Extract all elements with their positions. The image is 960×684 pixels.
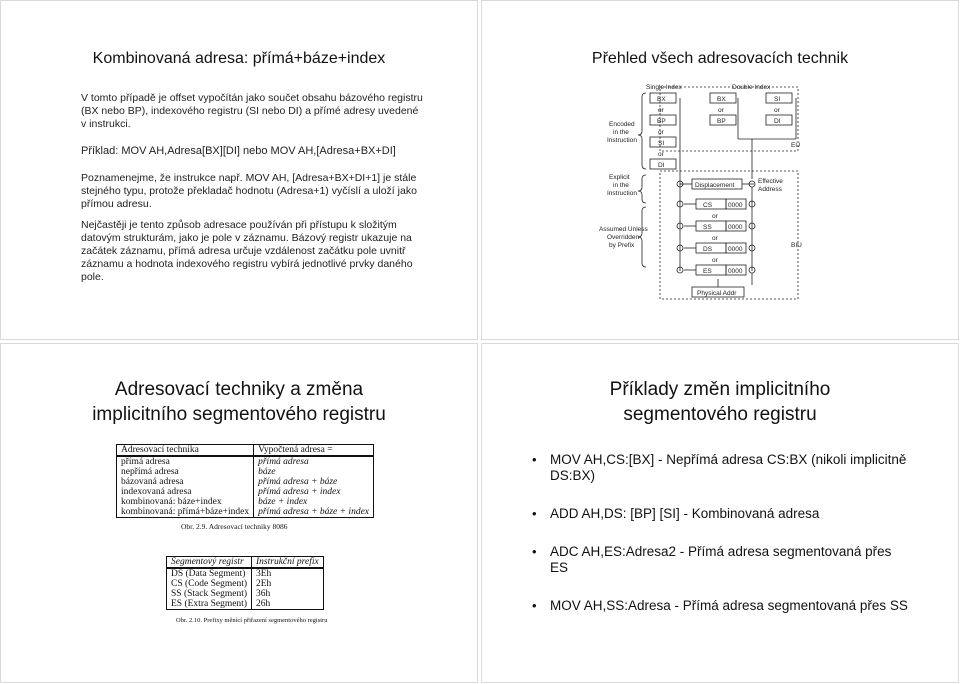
label-or: or: [712, 257, 718, 264]
table-row: [117, 467, 374, 477]
list-item: • ADD AH,DS: [BP] [SI] - Kombinovaná adresa: [532, 506, 912, 522]
slide-combined-address: [0, 0, 478, 340]
label-in-the: in the: [613, 182, 629, 189]
segment-ds: DS: [703, 246, 713, 253]
label-instruction: Instruction: [607, 190, 637, 197]
table-cell: DS (Data Segment): [167, 568, 252, 579]
slide-title: [1, 377, 477, 427]
label-by-prefix: by Prefix: [609, 242, 635, 249]
label-double-index: Double Index: [732, 84, 771, 91]
table-cell: přímá adresa + báze + index: [254, 507, 374, 518]
table-row: [117, 487, 374, 497]
slide-body: [81, 92, 426, 292]
segment-zeros: 0000: [728, 246, 743, 253]
label-assumed-unless: Assumed Unless: [599, 226, 648, 233]
table-header: Vypočtená adresa =: [254, 445, 374, 457]
table-cell: báze: [254, 467, 374, 477]
table-cell: báze + index: [254, 497, 374, 507]
label-overridden: Overridden: [607, 234, 640, 241]
table-header: Segmentový registr: [167, 557, 252, 569]
label-biu: BIU: [791, 242, 802, 249]
segment-zeros: 0000: [728, 224, 743, 231]
label-or: or: [712, 235, 718, 242]
register-di: DI: [658, 162, 665, 169]
table-header: Instrukční prefix: [252, 557, 324, 569]
table-cell: ES (Extra Segment): [167, 599, 252, 610]
register-si: SI: [774, 96, 781, 103]
table-row: [167, 589, 324, 599]
paragraph-note: Poznamenejme, že instrukce např. MOV AH, [Adresa+BX+DI+1] je stále stejného typu, protože překladač hodnotu (Adresa+1) vyčíslí a uloží jako přímou adresu.: [81, 172, 417, 210]
table-cell: přímá adresa + index: [254, 487, 374, 497]
label-address: Address: [758, 186, 782, 193]
slide-addressing-overview: [481, 0, 959, 340]
table-cell: přímá adresa: [117, 456, 254, 467]
table-cell: SS (Stack Segment): [167, 589, 252, 599]
list-item: • ADC AH,ES:Adresa2 - Přímá adresa segmentovaná přes ES: [532, 544, 912, 576]
segment-es: ES: [703, 268, 712, 275]
slide-title: [482, 377, 958, 427]
title-line: segmentového registru: [623, 404, 817, 425]
table-cell: CS (Code Segment): [167, 579, 252, 589]
slide-addressing-segment-change: [0, 343, 478, 683]
label-or: or: [774, 107, 780, 114]
label-or: or: [658, 129, 664, 136]
label-effective: Effective: [758, 178, 783, 185]
title-line: implicitního segmentového registru: [92, 404, 386, 425]
label-displacement: Displacement: [695, 182, 735, 189]
addressing-diagram: [482, 1, 960, 341]
label-or: or: [658, 151, 664, 158]
table-cell: přímá adresa: [254, 456, 374, 467]
table-cell: 3Eh: [252, 568, 324, 579]
table-header: Adresovací technika: [117, 445, 254, 457]
label-in-the: in the: [613, 129, 629, 136]
register-si: SI: [658, 140, 665, 147]
figure-caption: Obr. 2.10. Prefixy měnící přiřazení segmentového registru: [176, 617, 328, 624]
label-single-index: Single Index: [646, 84, 682, 91]
table-cell: 26h: [252, 599, 324, 610]
table-cell: kombinovaná: přímá+báze+index: [117, 507, 254, 518]
table-cell: bázovaná adresa: [117, 477, 254, 487]
label-instruction: Instruction: [607, 137, 637, 144]
table-cell: přímá adresa + báze: [254, 477, 374, 487]
table-cell: nepřímá adresa: [117, 467, 254, 477]
table-cell: 2Eh: [252, 579, 324, 589]
segment-zeros: 0000: [728, 268, 743, 275]
figure-caption: Obr. 2.9. Adresovací techniky 8086: [181, 522, 288, 531]
paragraph-usage: Nejčastěji je tento způsob adresace používán při přístupu k složitým datovým strukturám, jako je pole v záznamu. Bázový registr ukazuje na začátek záznamu, přímá adresa určuje vzdálenost začátku pole uvnitř záznamu a hodnota indexového registru vybírá jednotlivé prvky daného pole.: [81, 219, 413, 283]
title-line: Adresovací techniky a změna: [114, 379, 364, 400]
slide-title: Kombinovaná adresa: přímá+báze+index: [92, 50, 386, 67]
segment-ss: SS: [703, 224, 712, 231]
table-row: [117, 456, 374, 467]
title-line: Příklady změn implicitního: [609, 379, 831, 400]
register-di: DI: [774, 118, 781, 125]
label-or: or: [718, 107, 724, 114]
list-item: • MOV AH,SS:Adresa - Přímá adresa segmentovaná přes SS: [532, 598, 912, 614]
segment-zeros: 0000: [728, 202, 743, 209]
label-encoded: Encoded: [609, 121, 635, 128]
table-cell: indexovaná adresa: [117, 487, 254, 497]
table-row: [167, 599, 324, 610]
table-cell: 36h: [252, 589, 324, 599]
table-row: [117, 497, 374, 507]
paragraph-definition: V tomto případě je offset vypočítán jako součet obsahu bázového registru (BX nebo BP), indexového registru (SI nebo DI) a přímé adresy uvedené v instrukci.: [81, 92, 423, 130]
table-row: [167, 568, 324, 579]
table-row: [117, 507, 374, 518]
label-eu: EU: [791, 142, 801, 149]
table-addressing-techniques: [116, 444, 374, 518]
table-row: [117, 477, 374, 487]
slide-segment-override-examples: [481, 343, 959, 683]
register-bp: BP: [717, 118, 726, 125]
slide-title: Přehled všech adresovacích technik: [591, 50, 849, 67]
label-or: or: [658, 107, 664, 114]
label-explicit: Explicit: [609, 174, 630, 181]
table-row: [167, 579, 324, 589]
label-or: or: [712, 213, 718, 220]
label-physical-addr: Physical Addr: [697, 290, 737, 297]
register-bx: BX: [717, 96, 726, 103]
register-bx: BX: [657, 96, 666, 103]
segment-cs: CS: [703, 202, 713, 209]
example-list: [532, 452, 912, 636]
paragraph-example: Příklad: MOV AH,Adresa[BX][DI] nebo MOV AH,[Adresa+BX+DI]: [81, 145, 396, 157]
list-item: • MOV AH,CS:[BX] - Nepřímá adresa CS:BX (nikoli implicitně DS:BX): [532, 452, 912, 484]
register-bp: BP: [657, 118, 666, 125]
table-segment-prefixes: [166, 556, 324, 610]
table-cell: kombinovaná: báze+index: [117, 497, 254, 507]
